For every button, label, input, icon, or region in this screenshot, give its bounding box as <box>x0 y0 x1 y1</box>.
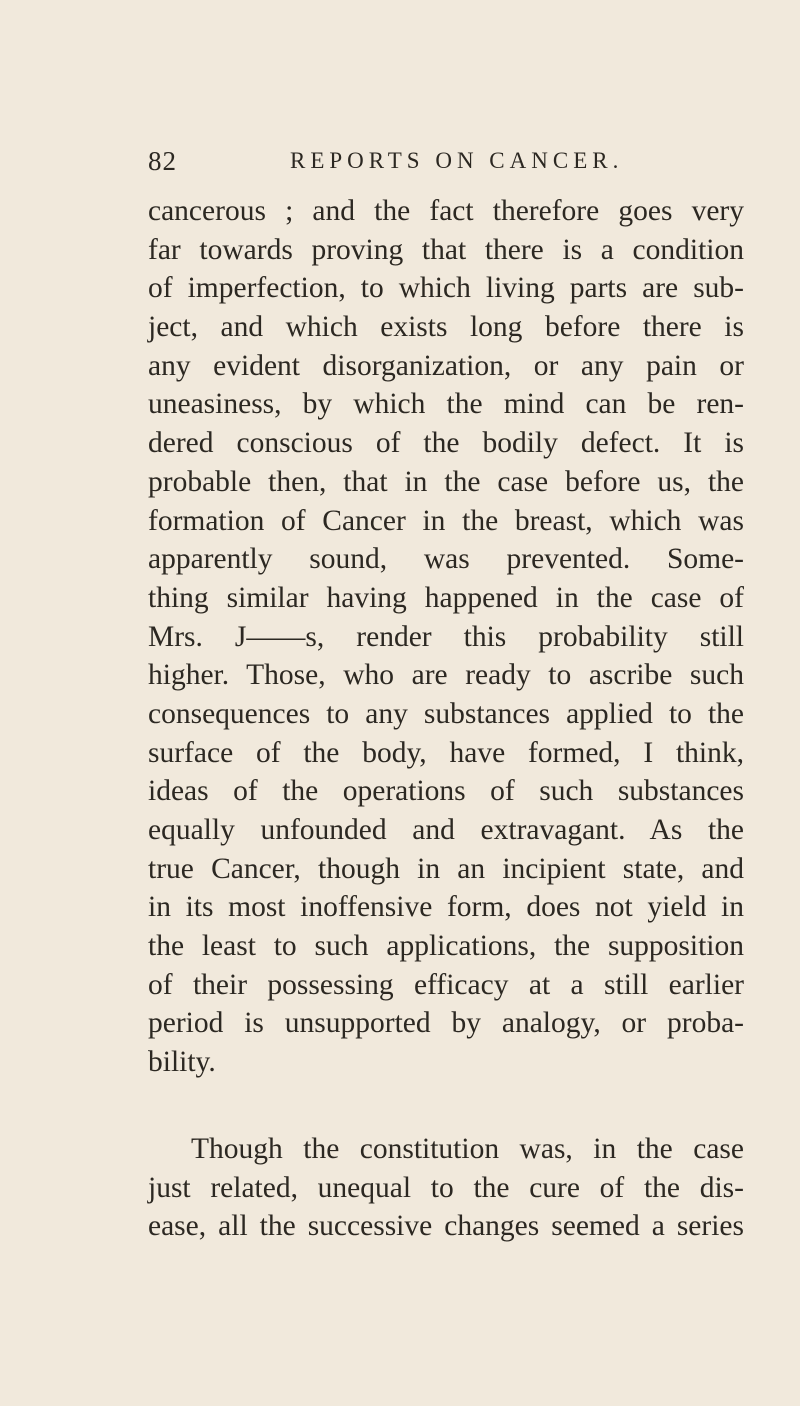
text-line: in its most inoffensive form, does not yield in <box>148 891 744 924</box>
text-line: ideas of the operations of such substances <box>148 775 744 808</box>
text-line: Mrs. J——s, render this probability still <box>148 620 744 653</box>
text-line: cancerous ; and the fact therefore goes very <box>148 195 744 227</box>
paragraph-gap <box>148 1082 744 1130</box>
text-line: apparently sound, was prevented. Some- <box>148 543 744 576</box>
text-line: surface of the body, have formed, I think, <box>148 736 744 769</box>
text-line: thing similar having happened in the case of <box>148 581 744 614</box>
text-line: dered conscious of the bodily defect. It is <box>148 427 744 460</box>
text-line: of their possessing efficacy at a still earlier <box>148 968 744 1001</box>
text-line: formation of Cancer in the breast, which was <box>148 504 744 537</box>
body-text <box>148 192 744 1246</box>
text-line: Though the constitution was, in the case <box>191 1132 744 1165</box>
text-line: any evident disorganization, or any pain or <box>148 349 744 382</box>
text-line: of imperfection, to which living parts are sub- <box>148 272 744 305</box>
text-line: ease, all the successive changes seemed a series <box>148 1210 744 1243</box>
text-line: ject, and which exists long before there is <box>148 311 744 344</box>
text-line: uneasiness, by which the mind can be ren- <box>148 388 744 421</box>
text-line: period is unsupported by analogy, or proba- <box>148 1007 744 1040</box>
text-line: consequences to any substances applied to the <box>148 697 744 730</box>
text-line: the least to such applications, the supposition <box>148 930 744 963</box>
text-line: bility. <box>148 1046 216 1079</box>
running-title: REPORTS ON CANCER. <box>290 148 624 173</box>
paragraph <box>148 192 744 1082</box>
page-header <box>148 146 748 186</box>
text-line: true Cancer, though in an incipient state, and <box>148 852 744 885</box>
text-line: higher. Those, who are ready to ascribe such <box>148 659 744 692</box>
text-line: just related, unequal to the cure of the dis- <box>148 1171 744 1204</box>
text-line: far towards proving that there is a condition <box>148 233 744 266</box>
paragraph <box>148 1130 744 1246</box>
text-line: equally unfounded and extravagant. As the <box>148 814 744 846</box>
text-line: probable then, that in the case before us, the <box>148 465 744 498</box>
page-number: 82 <box>148 146 177 176</box>
